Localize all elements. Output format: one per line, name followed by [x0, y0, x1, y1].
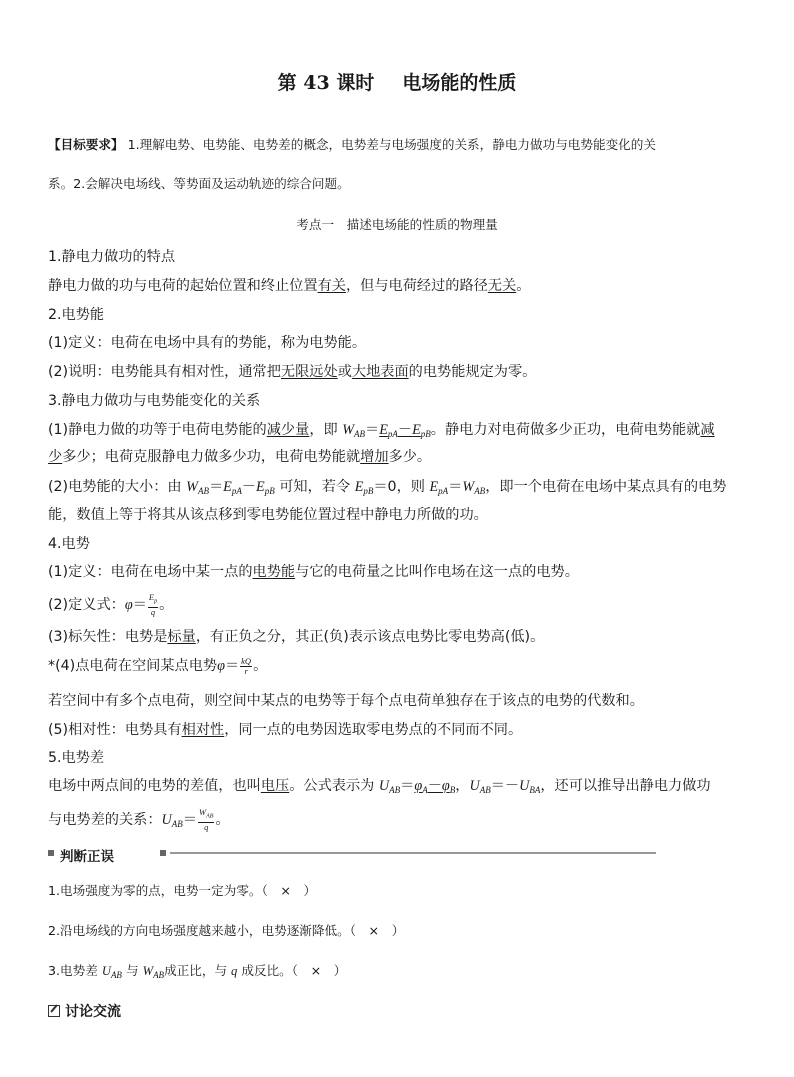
judge-item-2: 2.沿电场线的方向电场强度越来越小，电势逐渐降低。（ × ）	[48, 923, 405, 938]
s4-definition: (1)定义：电荷在电场中某一点的电势能与它的电荷量之比叫作电场在这一点的电势。	[48, 564, 579, 580]
s4-heading: 4.电势	[48, 536, 90, 552]
section-heading: 考点一 描述电场能的性质的物理量	[296, 217, 498, 232]
discussion-header: 讨论交流	[48, 1001, 121, 1021]
edit-icon	[48, 1005, 60, 1017]
s2-note: (2)说明：电势能具有相对性，通常把无限远处或大地表面的电势能规定为零。	[48, 364, 537, 380]
s4-scalar: (3)标矢性：电势是标量，有正负之分，其正(负)表示该点电势比零电势高(低)。	[48, 629, 545, 645]
s5-line1: 电场中两点间的电势的差值，也叫电压。公式表示为 $U_{AB}=\varphi_A-\varphi_B$，$U_{AB}=-U_{BA}$，还可以推导出静电力做功	[48, 778, 711, 795]
goals-line-1: 【目标要求】 1.理解电势、电势能、电势差的概念，电势差与电场强度的关系，静电力做功与电势能变化的关	[48, 137, 656, 152]
voltage-fraction: $\frac{W_{AB}}{q}$	[198, 807, 214, 832]
s4-superposition: 若空间中有多个点电荷，则空间中某点的电势等于每个点电荷单独存在于该点的电势的代数和。	[48, 693, 644, 709]
judge-label: 判断正误	[60, 849, 114, 865]
s5-line2: 与电势差的关系：$U_{AB}=$ $\frac{W_{AB}}{q}$ 。	[48, 807, 230, 832]
page-title	[0, 68, 794, 95]
s3-p1-line2: 少多少；电荷克服静电力做多少功，电荷电势能就增加多少。	[48, 449, 432, 465]
s5-heading: 5.电势差	[48, 750, 105, 766]
s1-text: 静电力做的功与电荷的起始位置和终止位置有关，但与电荷经过的路径无关。	[48, 278, 531, 294]
s3-p1-line1: (1)静电力做的功等于电荷电势能的减少量，即 $W_{AB}=E_{pA}-E_{pB}$。静电力对电荷做多少正功，电荷电势能就减	[48, 422, 715, 439]
lesson-number: 第 43 课时	[277, 72, 375, 94]
square-bullet-icon	[48, 850, 54, 856]
s2-definition: (1)定义：电荷在电场中具有的势能，称为电势能。	[48, 335, 367, 351]
judge-item-1: 1.电场强度为零的点，电势一定为零。（ × ）	[48, 883, 317, 898]
s4-formula: (2)定义式：φ＝ $\frac{E_p}{q}$ 。	[48, 592, 174, 617]
s3-p2-line1: (2)电势能的大小：由 $W_{AB}=E_{pA}-E_{pB}$ 可知，若令 $E_{pB}=0$，则 $E_{pA}=W_{AB}$，即一个电荷在电场中某点具有的电势	[48, 479, 727, 496]
judge-item-3: 3.电势差 $U_{AB}$ 与 $W_{AB}$成正比，与 q 成反比。（ × ）	[48, 963, 347, 980]
s4-point-charge: *(4)点电荷在空间某点电势φ＝ $\frac{kQ}{r}$ 。	[48, 655, 268, 676]
s3-heading: 3.静电力做功与电势能变化的关系	[48, 393, 261, 409]
s2-heading: 2.电势能	[48, 307, 105, 323]
divider	[170, 852, 656, 854]
square-bullet-icon	[160, 850, 166, 856]
point-charge-fraction: $\frac{kQ}{r}$	[241, 655, 252, 676]
goals-label: 【目标要求】	[48, 137, 124, 152]
potential-fraction: $\frac{E_p}{q}$	[148, 592, 158, 617]
goals-line-2: 系。2.会解决电场线、等势面及运动轨迹的综合问题。	[48, 176, 350, 191]
s4-relativity: (5)相对性：电势具有相对性，同一点的电势因选取零电势点的不同而不同。	[48, 722, 523, 738]
s3-p2-line2: 能，数值上等于将其从该点移到零电势能位置过程中静电力所做的功。	[48, 507, 488, 523]
judge-section-header	[48, 846, 608, 865]
s1-heading: 1.静电力做功的特点	[48, 249, 176, 265]
lesson-topic: 电场能的性质	[402, 72, 517, 94]
